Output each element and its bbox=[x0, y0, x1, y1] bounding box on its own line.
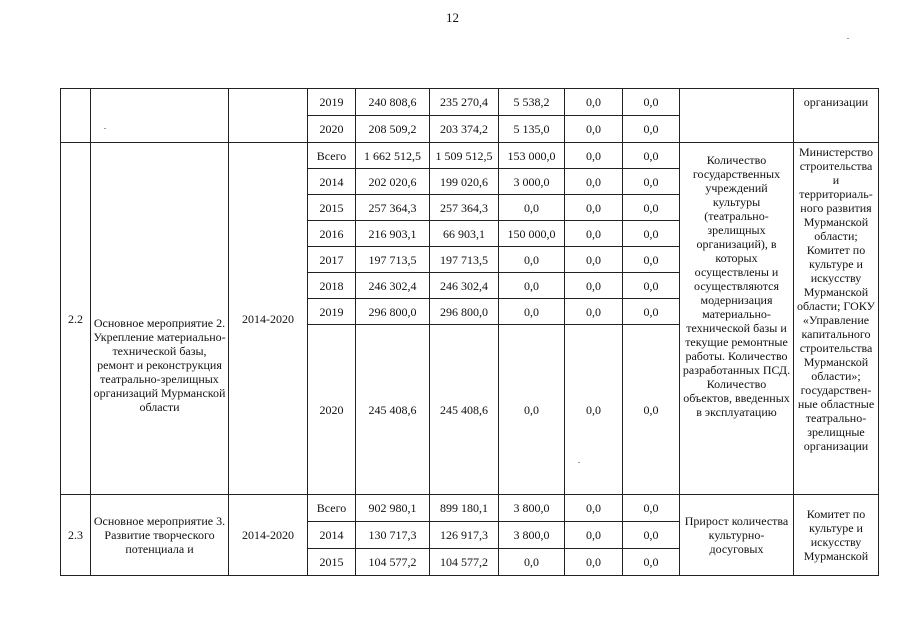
year-cell: 2014 bbox=[308, 169, 356, 195]
year-cell: 2016 bbox=[308, 221, 356, 247]
federal-budget-cell: 153 000,0 bbox=[499, 143, 565, 169]
federal-budget-cell: 3 800,0 bbox=[499, 495, 565, 522]
other-sources-cell: 0,0 bbox=[623, 221, 680, 247]
local-budget-cell: 0,0 bbox=[565, 143, 623, 169]
regional-budget-cell: 235 270,4 bbox=[430, 89, 499, 116]
other-sources-cell: 0,0 bbox=[623, 522, 680, 549]
total-cell: 902 980,1 bbox=[356, 495, 430, 522]
other-sources-cell: 0,0 bbox=[623, 273, 680, 299]
other-sources-cell: 0,0 bbox=[623, 549, 680, 576]
executor-cell: Министерство строительства и территориаль-ного развития Мурманской области; Комитет по культуре и искусству Мурманской области; ГОКУ «Управление капитального строительства Мурманской области»; государствен-ные областные театрально-зрелищные организации bbox=[794, 143, 879, 495]
total-cell: 202 020,6 bbox=[356, 169, 430, 195]
federal-budget-cell: 3 000,0 bbox=[499, 169, 565, 195]
year-cell: 2020 bbox=[308, 116, 356, 143]
year-cell: 2015 bbox=[308, 195, 356, 221]
year-cell: 2020 bbox=[308, 325, 356, 495]
total-cell: 104 577,2 bbox=[356, 549, 430, 576]
indicator-cell: Прирост количества культурно-досуговых bbox=[680, 495, 794, 576]
year-cell: Всего bbox=[308, 495, 356, 522]
other-sources-cell: 0,0 bbox=[623, 116, 680, 143]
scan-speck bbox=[104, 128, 106, 129]
other-sources-cell: 0,0 bbox=[623, 169, 680, 195]
regional-budget-cell: 66 903,1 bbox=[430, 221, 499, 247]
regional-budget-cell: 1 509 512,5 bbox=[430, 143, 499, 169]
other-sources-cell: 0,0 bbox=[623, 299, 680, 325]
activity-name-cell bbox=[91, 89, 229, 143]
regional-budget-cell: 296 800,0 bbox=[430, 299, 499, 325]
regional-budget-cell: 257 364,3 bbox=[430, 195, 499, 221]
local-budget-cell: 0,0 bbox=[565, 221, 623, 247]
federal-budget-cell: 0,0 bbox=[499, 299, 565, 325]
year-cell: 2015 bbox=[308, 549, 356, 576]
item-number-cell: 2.2 bbox=[61, 143, 91, 495]
total-cell: 208 509,2 bbox=[356, 116, 430, 143]
federal-budget-cell: 0,0 bbox=[499, 195, 565, 221]
page-number: 12 bbox=[446, 10, 459, 25]
executor-cell: Комитет по культуре и искусству Мурманской bbox=[794, 495, 879, 576]
indicator-cell: Количество государственных учреждений культуры (театрально-зрелищных организаций), в которых осуществлены и осуществляются модернизация материально-технической базы и текущие ремонтные работы. Количество разработанных ПСД. Количество объектов, введенных в эксплуатацию bbox=[680, 143, 794, 495]
federal-budget-cell: 0,0 bbox=[499, 273, 565, 299]
year-cell: Всего bbox=[308, 143, 356, 169]
federal-budget-cell: 0,0 bbox=[499, 549, 565, 576]
local-budget-cell: 0,0 bbox=[565, 89, 623, 116]
total-cell: 245 408,6 bbox=[356, 325, 430, 495]
federal-budget-cell: 150 000,0 bbox=[499, 221, 565, 247]
local-budget-cell: 0,0 bbox=[565, 247, 623, 273]
period-cell bbox=[229, 89, 308, 143]
executor-cell: организации bbox=[794, 89, 879, 143]
regional-budget-cell: 126 917,3 bbox=[430, 522, 499, 549]
local-budget-cell: 0,0 bbox=[565, 273, 623, 299]
local-budget-cell: 0,0 bbox=[565, 116, 623, 143]
table-row bbox=[61, 495, 879, 522]
regional-budget-cell: 197 713,5 bbox=[430, 247, 499, 273]
year-cell: 2018 bbox=[308, 273, 356, 299]
total-cell: 130 717,3 bbox=[356, 522, 430, 549]
table-row bbox=[61, 143, 879, 169]
local-budget-cell: 0,0 bbox=[565, 495, 623, 522]
local-budget-cell: 0,0 bbox=[565, 169, 623, 195]
regional-budget-cell: 899 180,1 bbox=[430, 495, 499, 522]
regional-budget-cell: 203 374,2 bbox=[430, 116, 499, 143]
total-cell: 246 302,4 bbox=[356, 273, 430, 299]
period-cell: 2014-2020 bbox=[229, 495, 308, 576]
local-budget-cell: 0,0 bbox=[565, 195, 623, 221]
local-budget-cell: 0,0 bbox=[565, 299, 623, 325]
local-budget-cell: 0,0 bbox=[565, 549, 623, 576]
indicator-cell bbox=[680, 89, 794, 143]
other-sources-cell: 0,0 bbox=[623, 495, 680, 522]
other-sources-cell: 0,0 bbox=[623, 89, 680, 116]
federal-budget-cell: 0,0 bbox=[499, 325, 565, 495]
total-cell: 1 662 512,5 bbox=[356, 143, 430, 169]
scan-speck bbox=[578, 462, 580, 463]
other-sources-cell: 0,0 bbox=[623, 325, 680, 495]
federal-budget-cell: 5 135,0 bbox=[499, 116, 565, 143]
year-cell: 2017 bbox=[308, 247, 356, 273]
regional-budget-cell: 246 302,4 bbox=[430, 273, 499, 299]
item-number-cell: 2.3 bbox=[61, 495, 91, 576]
regional-budget-cell: 245 408,6 bbox=[430, 325, 499, 495]
period-cell: 2014-2020 bbox=[229, 143, 308, 495]
activity-name-cell: Основное мероприятие 3. Развитие творческого потенциала и bbox=[91, 495, 229, 576]
year-cell: 2019 bbox=[308, 89, 356, 116]
total-cell: 296 800,0 bbox=[356, 299, 430, 325]
year-cell: 2014 bbox=[308, 522, 356, 549]
year-cell: 2019 bbox=[308, 299, 356, 325]
other-sources-cell: 0,0 bbox=[623, 195, 680, 221]
table-row bbox=[61, 89, 879, 116]
federal-budget-cell: 0,0 bbox=[499, 247, 565, 273]
activity-name-cell: Основное мероприятие 2. Укрепление материально-технической базы, ремонт и реконструкция театрально-зрелищных организаций Мурманской области bbox=[91, 143, 229, 495]
item-number-cell bbox=[61, 89, 91, 143]
regional-budget-cell: 199 020,6 bbox=[430, 169, 499, 195]
local-budget-cell: 0,0 bbox=[565, 522, 623, 549]
federal-budget-cell: 3 800,0 bbox=[499, 522, 565, 549]
regional-budget-cell: 104 577,2 bbox=[430, 549, 499, 576]
federal-budget-cell: 5 538,2 bbox=[499, 89, 565, 116]
other-sources-cell: 0,0 bbox=[623, 143, 680, 169]
total-cell: 216 903,1 bbox=[356, 221, 430, 247]
scan-speck bbox=[847, 38, 849, 39]
total-cell: 257 364,3 bbox=[356, 195, 430, 221]
program-activities-table bbox=[60, 88, 879, 576]
local-budget-cell: 0,0 bbox=[565, 325, 623, 495]
other-sources-cell: 0,0 bbox=[623, 247, 680, 273]
total-cell: 240 808,6 bbox=[356, 89, 430, 116]
total-cell: 197 713,5 bbox=[356, 247, 430, 273]
